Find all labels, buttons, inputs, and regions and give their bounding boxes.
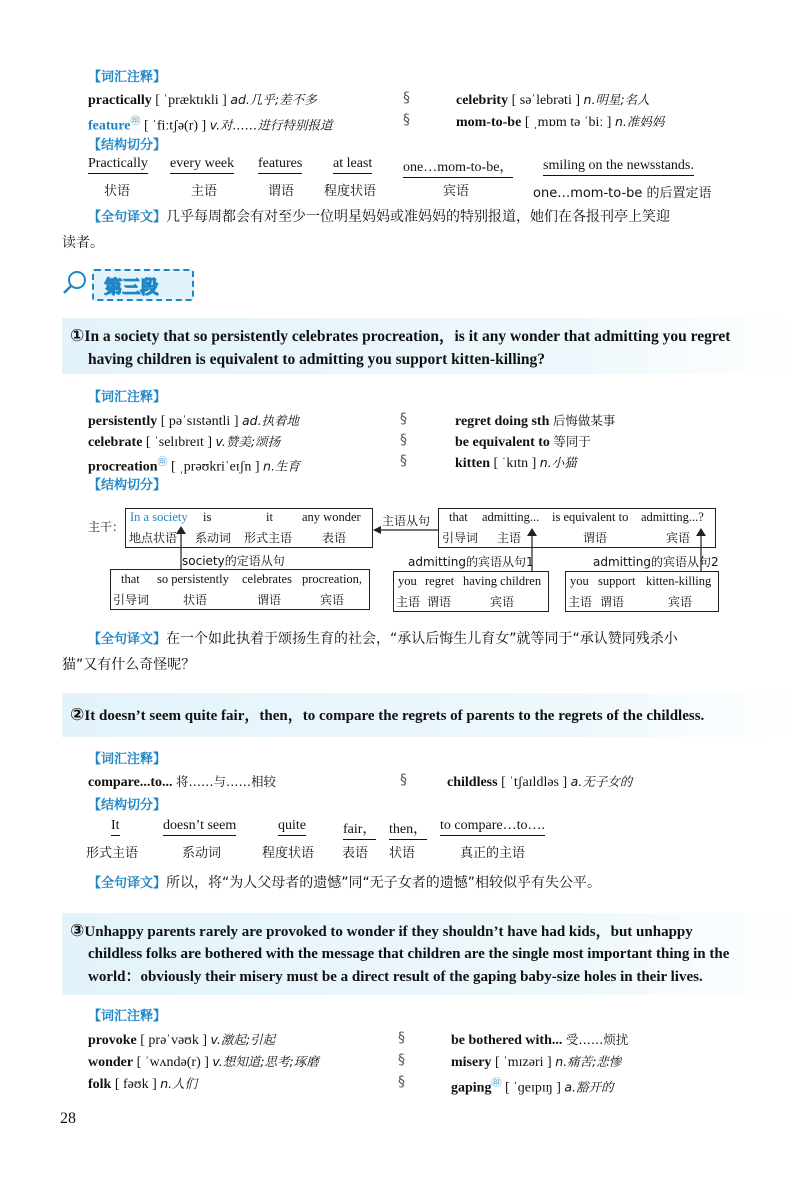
divider-icon: § xyxy=(398,1074,405,1090)
segment-cn: 形式主语 xyxy=(86,846,139,861)
diagram-en: celebrates xyxy=(242,572,292,586)
segment-en: doesn’t seem xyxy=(163,818,236,836)
search-icon xyxy=(62,270,88,300)
diagram-cn: 主语 xyxy=(568,595,593,609)
diagram-en: In a society xyxy=(130,510,188,524)
main-clause-label: 主干： xyxy=(88,520,125,534)
vocab-entry: be bothered with... 受……烦扰 xyxy=(451,1032,629,1048)
divider-icon: § xyxy=(400,453,407,469)
diagram-en: you xyxy=(398,574,417,588)
segment-en: then， xyxy=(389,818,427,840)
segment-en: every week xyxy=(170,156,234,174)
diagram-en: kitten-killing xyxy=(646,574,712,588)
diagram-en: any wonder xyxy=(302,510,361,524)
page-number: 28 xyxy=(60,1110,76,1127)
diagram-cn: 谓语 xyxy=(600,595,625,609)
diagram-cn: 主语 xyxy=(396,595,421,609)
segment-en: Practically xyxy=(88,156,148,174)
vocab-entry: persistently [ pəˈsɪstəntli ] ad.执着地 xyxy=(88,413,300,429)
sentence-2: ②It doesn’t seem quite fair，then，to compare the regrets of parents to the regrets of the childless. xyxy=(70,705,705,725)
segment-cn: 状语 xyxy=(389,846,416,861)
diagram-cn: 谓语 xyxy=(583,531,608,545)
diagram-en: so persistently xyxy=(157,572,229,586)
vocab-entry: feature㊞ [ ˈfiːtʃə(r) ] v.对……进行特别报道 xyxy=(88,116,333,134)
vocab-entry: procreation㊞ [ ˌprəʊkriˈeɪʃn ] n.生育 xyxy=(88,457,300,475)
structure-label: 【结构切分】 xyxy=(88,478,167,493)
segment-cn: 表语 xyxy=(342,846,369,861)
diagram-cn: 宾语 xyxy=(490,595,515,609)
diagram-en: support xyxy=(598,574,636,588)
translation: 【全句译文】所以，将“为人父母者的遗憾”同“无子女者的遗憾”相较似乎有失公平。 xyxy=(88,875,602,891)
left-arrow-icon xyxy=(373,526,438,534)
diagram-en: is equivalent to xyxy=(552,510,629,524)
segment-en: one…mom-to-be， xyxy=(403,156,513,178)
segment-cn: 宾语 xyxy=(443,184,470,199)
vocab-entry: childless [ ˈtʃaɪldləs ] a.无子女的 xyxy=(447,774,633,790)
diagram-cn: 主语 xyxy=(497,531,522,545)
segment-en: It xyxy=(111,818,120,836)
diagram-cn: 表语 xyxy=(322,531,347,545)
segment-en: smiling on the newsstands. xyxy=(543,158,694,176)
segment-cn: 主语 xyxy=(191,184,218,199)
vocab-entry: provoke [ prəˈvəʊk ] v.激起;引起 xyxy=(88,1032,276,1048)
vocab-label: 【词汇注释】 xyxy=(88,70,167,85)
diagram-en: you xyxy=(570,574,589,588)
diagram-cn: 引导词 xyxy=(113,593,150,607)
diagram-cn: 谓语 xyxy=(257,593,282,607)
structure-label: 【结构切分】 xyxy=(88,798,167,813)
diagram-cn: 宾语 xyxy=(668,595,693,609)
diagram-en: admitting... xyxy=(482,510,540,524)
vocab-entry: kitten [ ˈkɪtn ] n.小猫 xyxy=(455,455,577,471)
segment-en: at least xyxy=(333,156,372,174)
object-clause-1-label: admitting的宾语从句1 xyxy=(408,555,534,569)
vocab-entry: celebrity [ səˈlebrəti ] n.明星;名人 xyxy=(456,92,650,108)
translation: 【全句译文】几乎每周都会有对至少一位明星妈妈或准妈妈的特别报道，她们在各报刊亭上笑迎 xyxy=(88,209,671,225)
segment-en: to compare…to…. xyxy=(440,818,545,836)
segment-en: fair， xyxy=(343,818,376,840)
vocab-entry: mom-to-be [ ˌmɒm tə ˈbiː ] n.准妈妈 xyxy=(456,114,665,130)
diagram-en: it xyxy=(266,510,273,524)
divider-icon: § xyxy=(403,90,410,106)
segment-en: quite xyxy=(278,818,306,836)
diagram-cn: 状语 xyxy=(183,593,208,607)
vocab-entry: be equivalent to 等同于 xyxy=(455,434,591,450)
divider-icon: § xyxy=(398,1052,405,1068)
diagram-en: admitting...? xyxy=(641,510,704,524)
translation: 【全句译文】在一个如此执着于颂扬生育的社会，“承认后悔生儿育女”就等同于“承认赞同残杀小 xyxy=(88,631,678,647)
diagram-cn: 宾语 xyxy=(320,593,345,607)
vocab-entry: regret doing sth 后悔做某事 xyxy=(455,413,616,429)
vocab-entry: gaping㊞ [ ˈɡeɪpɪŋ ] a.豁开的 xyxy=(451,1078,614,1096)
diagram-en: having children xyxy=(463,574,542,588)
sentence-1-cont: having children is equivalent to admitting you support kitten-killing? xyxy=(88,351,546,368)
segment-cn: one…mom-to-be 的后置定语 xyxy=(533,186,712,201)
diagram-en: that xyxy=(121,572,140,586)
segment-cn: 程度状语 xyxy=(324,184,377,199)
translation-cont: 读者。 xyxy=(62,235,104,251)
diagram-en: is xyxy=(203,510,212,524)
segment-en: features xyxy=(258,156,302,174)
divider-icon: § xyxy=(398,1030,405,1046)
diagram-cn: 地点状语 xyxy=(129,531,178,545)
segment-cn: 谓语 xyxy=(268,184,295,199)
sentence-3-cont: childless folks are bothered with the message that children are the single most important thing in the xyxy=(88,946,730,962)
vocab-entry: folk [ fəʊk ] n.人们 xyxy=(88,1076,198,1092)
divider-icon: § xyxy=(403,112,410,128)
vocab-entry: compare...to... 将……与……相较 xyxy=(88,774,277,790)
diagram-cn: 系动词 xyxy=(195,531,232,545)
segment-cn: 系动词 xyxy=(182,846,222,861)
diagram-cn: 形式主语 xyxy=(244,531,293,545)
sentence-3: ③Unhappy parents rarely are provoked to wonder if they shouldn’t have had kids，but unhappy xyxy=(70,921,693,941)
diagram-en: that xyxy=(449,510,468,524)
diagram-en: procreation, xyxy=(302,572,363,586)
segment-cn: 程度状语 xyxy=(262,846,315,861)
diagram-cn: 谓语 xyxy=(427,595,452,609)
translation-cont: 猫”又有什么奇怪呢？ xyxy=(62,657,196,673)
segment-cn: 真正的主语 xyxy=(460,846,526,861)
vocab-entry: wonder [ ˈwʌndə(r) ] v.想知道;思考;琢磨 xyxy=(88,1054,319,1070)
structure-label: 【结构切分】 xyxy=(88,138,167,153)
diagram-cn: 引导词 xyxy=(442,531,479,545)
sentence-3-cont: world：obviously their misery must be a direct result of the gaping baby-size holes in their lives. xyxy=(88,969,703,985)
subject-clause-arrow-label: 主语从句 xyxy=(382,514,431,528)
divider-icon: § xyxy=(400,772,407,788)
vocab-entry: practically [ ˈpræktɪkli ] ad.几乎;差不多 xyxy=(88,92,317,108)
section-title: 第三段 xyxy=(104,277,158,298)
relative-clause-label: society的定语从句 xyxy=(182,554,285,568)
sentence-1: ①In a society that so persistently celebrates procreation，is it any wonder that admitting you regret xyxy=(70,326,731,346)
vocab-label: 【词汇注释】 xyxy=(88,390,167,405)
divider-icon: § xyxy=(400,432,407,448)
vocab-entry: celebrate [ ˈselɪbreɪt ] v.赞美;颂扬 xyxy=(88,434,281,450)
object-clause-2-label: admitting的宾语从句2 xyxy=(593,555,719,569)
diagram-en: regret xyxy=(425,574,455,588)
vocab-entry: misery [ ˈmɪzəri ] n.痛苦;悲惨 xyxy=(451,1054,622,1070)
vocab-label: 【词汇注释】 xyxy=(88,752,167,767)
segment-cn: 状语 xyxy=(104,184,131,199)
diagram-cn: 宾语 xyxy=(666,531,691,545)
divider-icon: § xyxy=(400,411,407,427)
vocab-label: 【词汇注释】 xyxy=(88,1009,167,1024)
